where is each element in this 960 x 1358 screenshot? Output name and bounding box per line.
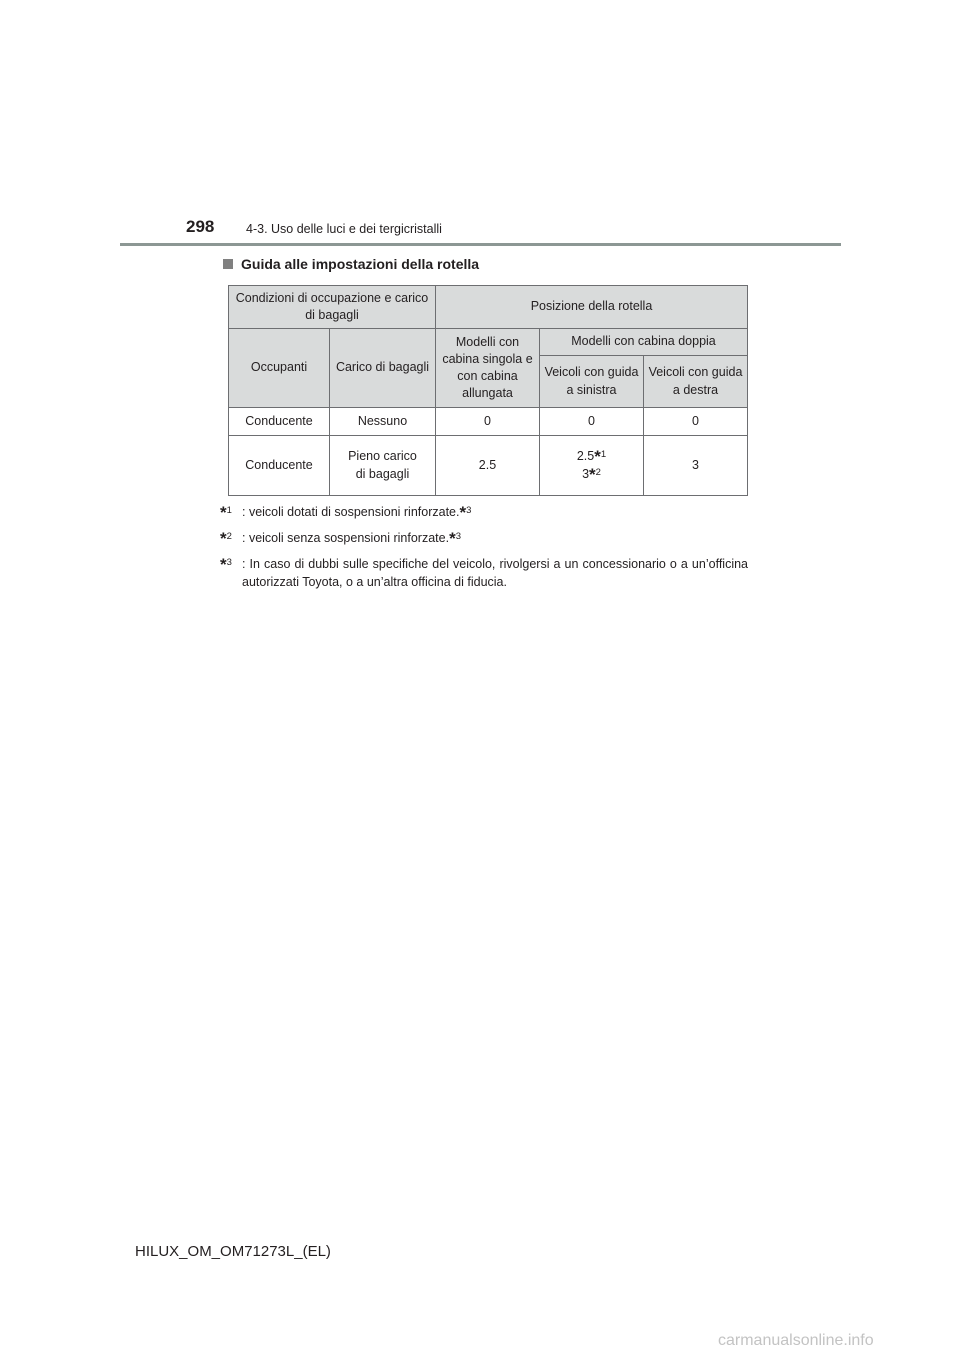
footnote bbox=[220, 529, 748, 548]
footnotes bbox=[220, 503, 748, 599]
asterisk-icon: * bbox=[220, 503, 227, 522]
page-number: 298 bbox=[186, 217, 215, 236]
table-row bbox=[229, 436, 748, 496]
cell-double-rhd: 3 bbox=[644, 436, 748, 496]
footnote-text: : In caso di dubbi sulle specifiche del veicolo, rivolgersi a un concessionario o a un’officina autorizzati Toyota, o a un’altra officina di fiducia. bbox=[242, 556, 748, 590]
cell-single-cab: 2.5 bbox=[436, 436, 540, 496]
cell-luggage: Pieno carico di bagagli bbox=[330, 436, 436, 496]
asterisk-icon: * bbox=[449, 528, 456, 548]
footnote-text: : veicoli dotati di sospensioni rinforzate. bbox=[242, 505, 460, 519]
col-rhd: Veicoli con guida a destra bbox=[644, 356, 748, 408]
cell-occupants: Conducente bbox=[229, 408, 330, 436]
col-group-conditions: Condizioni di occupazione e carico di bagagli bbox=[229, 286, 436, 329]
asterisk-icon: * bbox=[220, 528, 227, 548]
cell-double-rhd: 0 bbox=[644, 408, 748, 436]
watermark: carmanualsonline.info bbox=[718, 1332, 874, 1349]
asterisk-icon: * bbox=[220, 554, 227, 574]
note-ref: 2 bbox=[595, 466, 601, 478]
footnote-number: 2 bbox=[226, 530, 232, 542]
footnote-text: : veicoli senza sospensioni rinforzate. bbox=[242, 530, 450, 545]
cell-double-lhd bbox=[540, 436, 644, 496]
footnote bbox=[220, 503, 748, 522]
asterisk-icon: * bbox=[594, 447, 601, 467]
cell-luggage: Nessuno bbox=[330, 408, 436, 436]
note-ref: 1 bbox=[600, 449, 607, 461]
cell-occupants: Conducente bbox=[229, 436, 330, 496]
square-bullet-icon bbox=[223, 259, 233, 269]
document-id: HILUX_OM_OM71273L_(EL) bbox=[135, 1243, 331, 1260]
header-rule bbox=[120, 243, 841, 246]
asterisk-icon: * bbox=[459, 503, 467, 522]
value-lhd-b: 3 bbox=[582, 466, 590, 481]
col-luggage: Carico di bagagli bbox=[330, 329, 436, 408]
cell-single-cab: 0 bbox=[436, 408, 540, 436]
section-title: 4-3. Uso delle luci e dei tergicristalli bbox=[246, 222, 442, 236]
col-single-cab: Modelli con cabina singola e con cabina allungata bbox=[436, 329, 540, 408]
asterisk-icon: * bbox=[589, 464, 596, 484]
col-double-cab: Modelli con cabina doppia bbox=[540, 329, 748, 356]
col-group-position: Posizione della rotella bbox=[436, 286, 748, 329]
value-lhd-a: 2.5 bbox=[576, 449, 595, 464]
table-row bbox=[229, 408, 748, 436]
col-lhd: Veicoli con guida a sinistra bbox=[540, 356, 644, 408]
footnote-number: 1 bbox=[226, 505, 232, 516]
footnote-ref: 3 bbox=[466, 505, 472, 516]
footnote bbox=[220, 555, 748, 593]
section-heading bbox=[223, 256, 479, 272]
heading-text: Guida alle impostazioni della rotella bbox=[241, 256, 480, 272]
footnote-ref: 3 bbox=[455, 530, 461, 542]
footnote-number: 3 bbox=[226, 556, 232, 568]
cell-double-lhd: 0 bbox=[540, 408, 644, 436]
col-occupants: Occupanti bbox=[229, 329, 330, 408]
wheel-position-table bbox=[228, 285, 748, 496]
